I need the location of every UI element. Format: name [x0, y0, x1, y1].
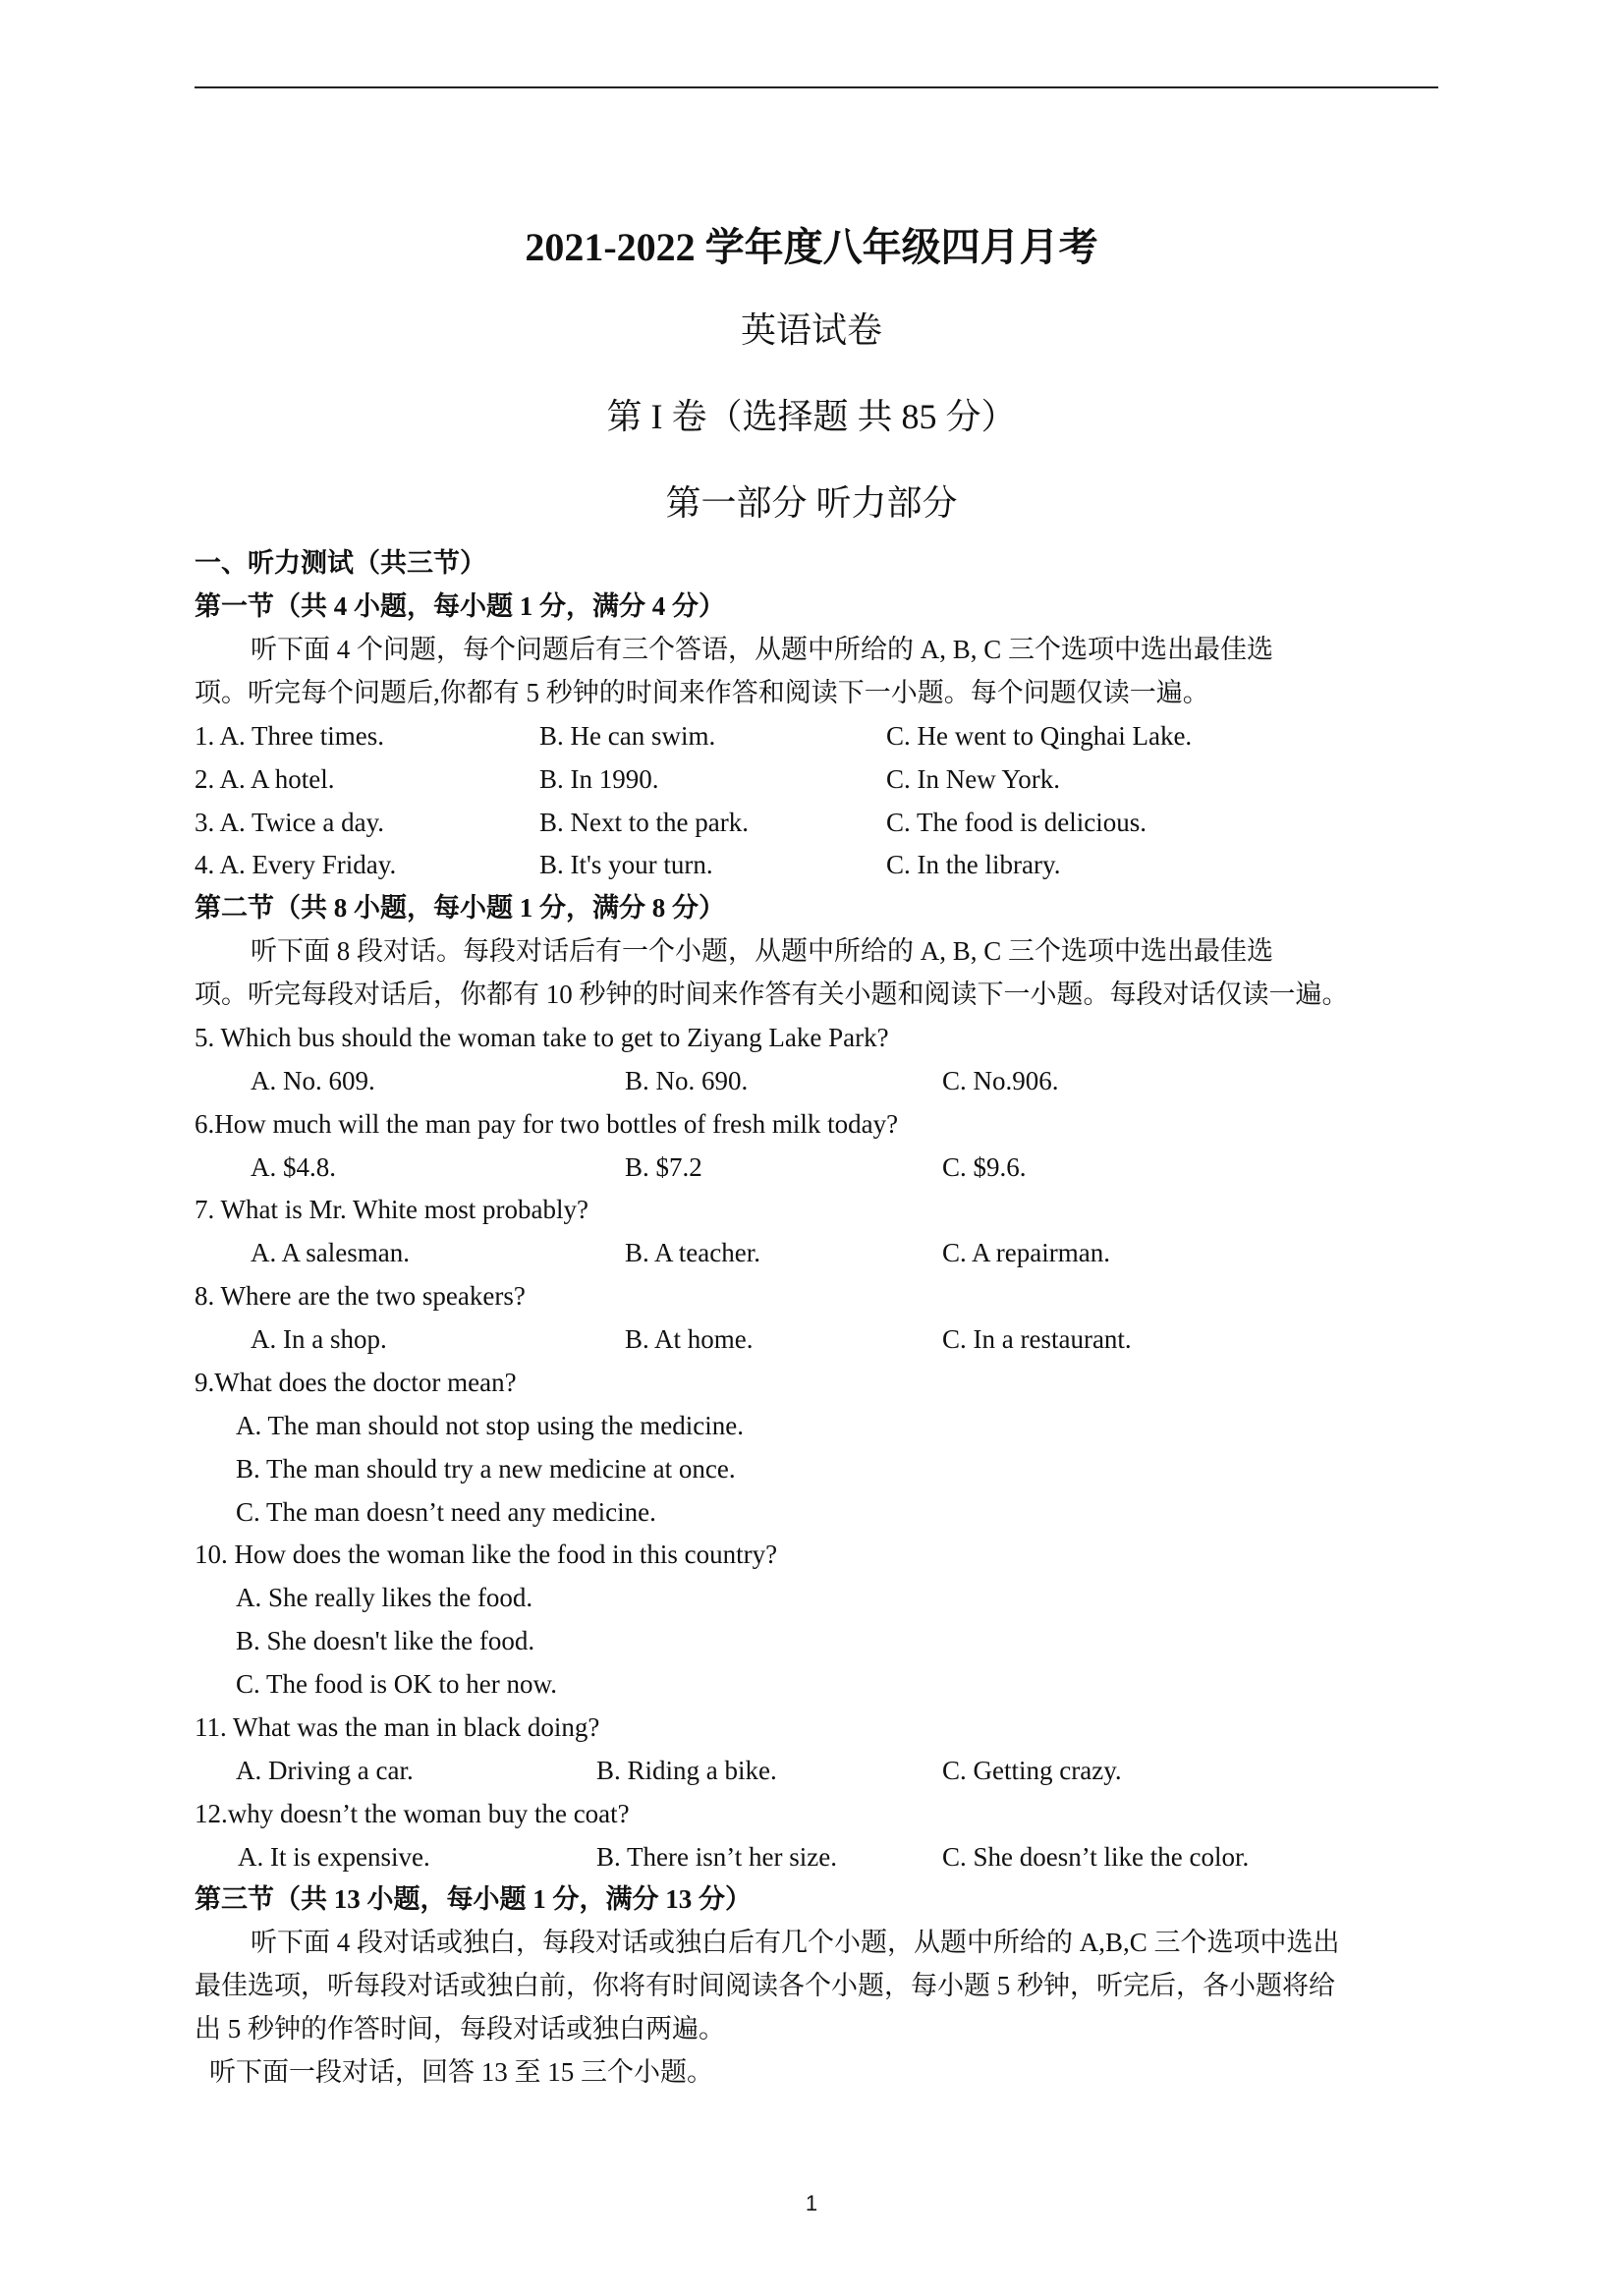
- exam-subtitle: 英语试卷: [740, 310, 882, 350]
- q3-option-c: C. The food is delicious.: [886, 808, 1147, 837]
- q6-stem: 6.How much will the man pay for two bottles of fresh milk today?: [195, 1109, 899, 1139]
- q1-option-b: B. He can swim.: [539, 721, 716, 751]
- sub2-heading: 第二节（共 8 小题，每小题 1 分，满分 8 分）: [195, 893, 725, 923]
- q5-option-c: C. No.906.: [942, 1066, 1059, 1095]
- q9-stem: 9.What does the doctor mean?: [195, 1368, 517, 1397]
- q7-option-b: B. A teacher.: [625, 1238, 760, 1267]
- q12-option-c: C. She doesn’t like the color.: [942, 1842, 1250, 1872]
- q12-stem: 12.why doesn’t the woman buy the coat?: [195, 1799, 630, 1828]
- q4-option-a: 4. A. Every Friday.: [195, 850, 397, 879]
- q7-stem: 7. What is Mr. White most probably?: [195, 1195, 588, 1224]
- q3-option-b: B. Next to the park.: [539, 808, 749, 837]
- q5-option-a: A. No. 609.: [251, 1066, 375, 1095]
- q8-option-a: A. In a shop.: [251, 1324, 387, 1354]
- q7-option-a: A. A salesman.: [251, 1238, 410, 1267]
- sub3-heading: 第三节（共 13 小题，每小题 1 分，满分 13 分）: [195, 1884, 752, 1914]
- page-number: 1: [805, 2191, 818, 2215]
- q1-option-c: C. He went to Qinghai Lake.: [886, 721, 1193, 751]
- q10-option-b: B. She doesn't like the food.: [236, 1626, 535, 1655]
- q1-option-a: 1. A. Three times.: [195, 721, 384, 751]
- q11-stem: 11. What was the man in black doing?: [195, 1712, 600, 1742]
- q11-option-b: B. Riding a bike.: [596, 1756, 777, 1785]
- q11-option-c: C. Getting crazy.: [942, 1756, 1122, 1785]
- q9-option-c: C. The man doesn’t need any medicine.: [236, 1497, 656, 1527]
- q2-option-a: 2. A. A hotel.: [195, 764, 335, 794]
- header-rule: [195, 86, 1438, 88]
- q8-option-c: C. In a restaurant.: [942, 1324, 1132, 1354]
- q5-stem: 5. Which bus should the woman take to get to Ziyang Lake Park?: [195, 1023, 889, 1052]
- q8-stem: 8. Where are the two speakers?: [195, 1281, 526, 1311]
- q5-option-b: B. No. 690.: [625, 1066, 749, 1095]
- q6-option-c: C. $9.6.: [942, 1152, 1027, 1182]
- exam-title: 2021-2022 学年度八年级四月月考: [525, 225, 1098, 269]
- section-heading: 一、听力测试（共三节）: [195, 548, 486, 578]
- sub3-instruction-line: 出 5 秒钟的作答时间，每段对话或独白两遍。: [195, 2014, 725, 2044]
- q4-option-b: B. It's your turn.: [539, 850, 713, 879]
- q12-option-a: A. It is expensive.: [238, 1842, 430, 1872]
- q6-option-b: B. $7.2: [625, 1152, 702, 1182]
- sub1-heading: 第一节（共 4 小题，每小题 1 分，满分 4 分）: [195, 591, 725, 621]
- q10-option-c: C. The food is OK to her now.: [236, 1669, 557, 1699]
- sub2-instruction-line: 听下面 8 段对话。每段对话后有一个小题，从题中所给的 A, B, C 三个选项中选出最佳选: [251, 936, 1274, 966]
- q2-option-b: B. In 1990.: [539, 764, 659, 794]
- q4-option-c: C. In the library.: [886, 850, 1061, 879]
- q8-option-b: B. At home.: [625, 1324, 754, 1354]
- q3-option-a: 3. A. Twice a day.: [195, 808, 385, 837]
- sub2-instruction-line: 项。听完每段对话后，你都有 10 秒钟的时间来作答有关小题和阅读下一小题。每段对话仅读一遍。: [195, 980, 1349, 1009]
- volume-heading: 第 I 卷（选择题 共 85 分）: [606, 397, 1017, 436]
- sub1-instruction-line: 听下面 4 个问题，每个问题后有三个答语，从题中所给的 A, B, C 三个选项中选出最佳选: [251, 635, 1274, 664]
- q10-option-a: A. She really likes the food.: [236, 1583, 533, 1612]
- q11-option-a: A. Driving a car.: [236, 1756, 414, 1785]
- q2-option-c: C. In New York.: [886, 764, 1061, 794]
- sub3-instruction-line: 听下面 4 段对话或独白，每段对话或独白后有几个小题，从题中所给的 A,B,C 三个选项中选出: [251, 1928, 1340, 1957]
- q10-stem: 10. How does the woman like the food in this country?: [195, 1540, 778, 1569]
- q12-option-b: B. There isn’t her size.: [596, 1842, 837, 1872]
- sub1-instruction-line: 项。听完每个问题后,你都有 5 秒钟的时间来作答和阅读下一小题。每个问题仅读一遍。: [195, 678, 1209, 707]
- sub3-lead: 听下面一段对话，回答 13 至 15 三个小题。: [209, 2057, 713, 2087]
- q9-option-a: A. The man should not stop using the medicine.: [236, 1411, 744, 1440]
- q6-option-a: A. $4.8.: [251, 1152, 336, 1182]
- q7-option-c: C. A repairman.: [942, 1238, 1110, 1267]
- q9-option-b: B. The man should try a new medicine at once.: [236, 1454, 736, 1484]
- sub3-instruction-line: 最佳选项，听每段对话或独白前，你将有时间阅读各个小题，每小题 5 秒钟，听完后，各小题将给: [195, 1971, 1335, 2000]
- part-heading: 第一部分 听力部分: [665, 483, 958, 523]
